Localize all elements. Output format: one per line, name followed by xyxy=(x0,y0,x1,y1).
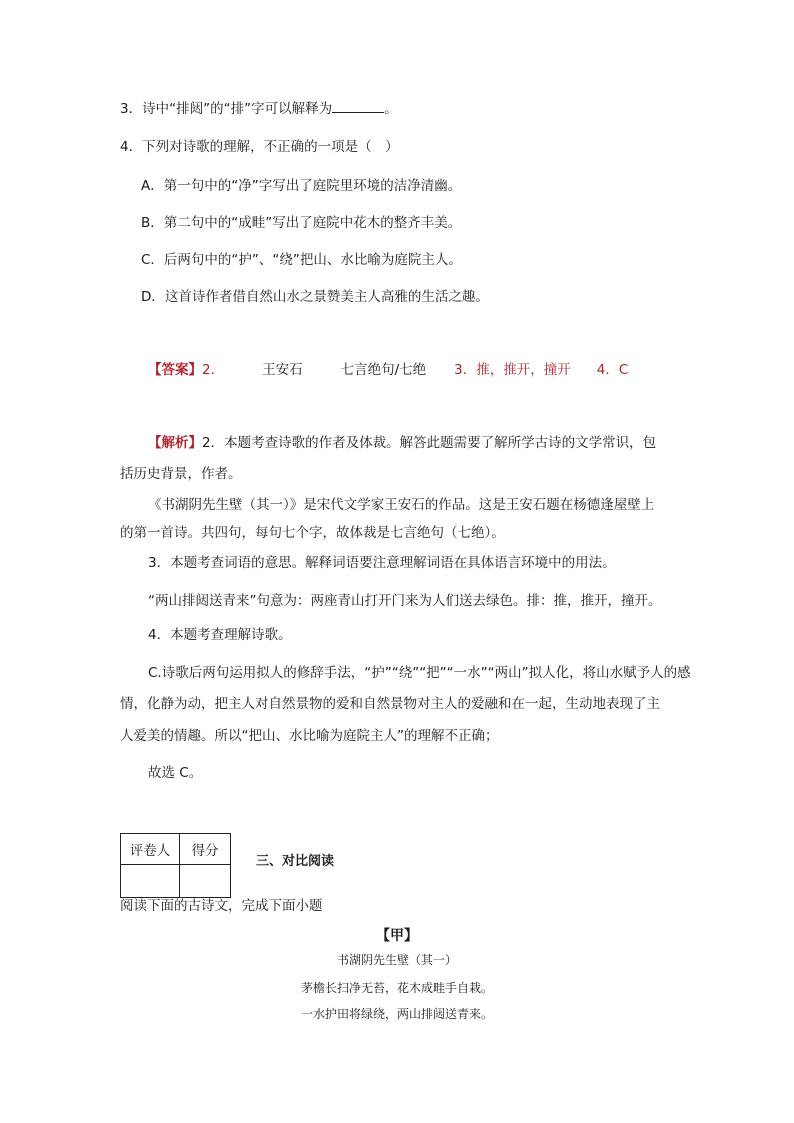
score-header-score: 得分 xyxy=(180,834,231,865)
answer-line xyxy=(148,361,628,379)
analysis-text-1: 2．本题考查诗歌的作者及体裁。解答此题需要了解所学古诗的文学常识，包 xyxy=(202,435,657,451)
section-instruction: 阅读下面的古诗文，完成下面小题 xyxy=(120,898,323,914)
option-a: A．第一句中的“净”字写出了庭院里环境的洁净清幽。 xyxy=(141,178,462,194)
poem-title: 书湖阴先生壁（其一） xyxy=(336,953,457,967)
answer-blank xyxy=(332,100,384,113)
analysis-line-4: 的第一首诗。共四句，每句七个字，故体裁是七言绝句（七绝）。 xyxy=(120,525,505,541)
answer-label: 【答案】 xyxy=(148,362,202,378)
answer-3: 3．推，推开，撞开 xyxy=(454,362,571,378)
poem-label: 【甲】 xyxy=(376,928,418,944)
option-d: D．这首诗作者借自然山水之景赞美主人高雅的生活之趣。 xyxy=(141,289,489,305)
analysis-line-8: C.诗歌后两句运用拟人的修辞手法，“护”“绕”“把”“一水”“两山”拟人化，将山水赋予人的感 xyxy=(148,665,691,681)
analysis-line-11: 故选 C。 xyxy=(148,765,203,781)
question-3-text: 3．诗中“排闼”的“排”字可以解释为 xyxy=(120,101,333,117)
section-title: 三、对比阅读 xyxy=(256,854,335,869)
analysis-line-10: 人爱美的情趣。所以“把山、水比喻为庭院主人”的理解不正确； xyxy=(120,728,499,744)
score-table xyxy=(120,833,231,898)
question-4-stem: 4．下列对诗歌的理解，不正确的一项是（ ） xyxy=(120,139,399,155)
analysis-line-6: “两山排闼送青来”句意为：两座青山打开门来为人们送去绿色。排：推，推开，撞开。 xyxy=(148,593,662,609)
analysis-line-3: 《书湖阴先生壁（其一）》是宋代文学家王安石的作品。这是王安石题在杨德逢屋壁上 xyxy=(148,497,655,513)
poem-line-2: 一水护田将绿绕，两山排闼送青来。 xyxy=(300,1007,493,1021)
analysis-line-2: 括历史背景，作者。 xyxy=(120,466,242,482)
answer-4: 4．C xyxy=(596,362,629,378)
analysis-line-1 xyxy=(148,434,656,452)
question-3-end: 。 xyxy=(384,101,398,117)
score-cell-grader xyxy=(121,865,180,898)
question-3 xyxy=(120,100,398,118)
option-b: B．第二句中的“成畦”写出了庭院中花木的整齐丰美。 xyxy=(141,215,462,231)
score-cell-score xyxy=(180,865,231,898)
answer-author: 王安石 xyxy=(262,362,303,378)
score-header-grader: 评卷人 xyxy=(121,834,180,865)
poem-line-1: 茅檐长扫净无苔，花木成畦手自栽。 xyxy=(300,981,493,995)
analysis-line-9: 情，化静为动，把主人对自然景物的爱和自然景物对主人的爱融和在一起，生动地表现了主 xyxy=(120,696,660,712)
answer-number-2: 2． xyxy=(202,362,225,378)
analysis-label: 【解析】 xyxy=(148,435,202,451)
option-c: C．后两句中的“护”、“绕”把山、水比喻为庭院主人。 xyxy=(141,252,462,268)
analysis-line-5: 3．本题考查词语的意思。解释词语要注意理解词语在具体语言环境中的用法。 xyxy=(148,555,616,571)
analysis-line-7: 4．本题考查理解诗歌。 xyxy=(148,627,292,643)
answer-genre: 七言绝句/七绝 xyxy=(340,362,427,378)
